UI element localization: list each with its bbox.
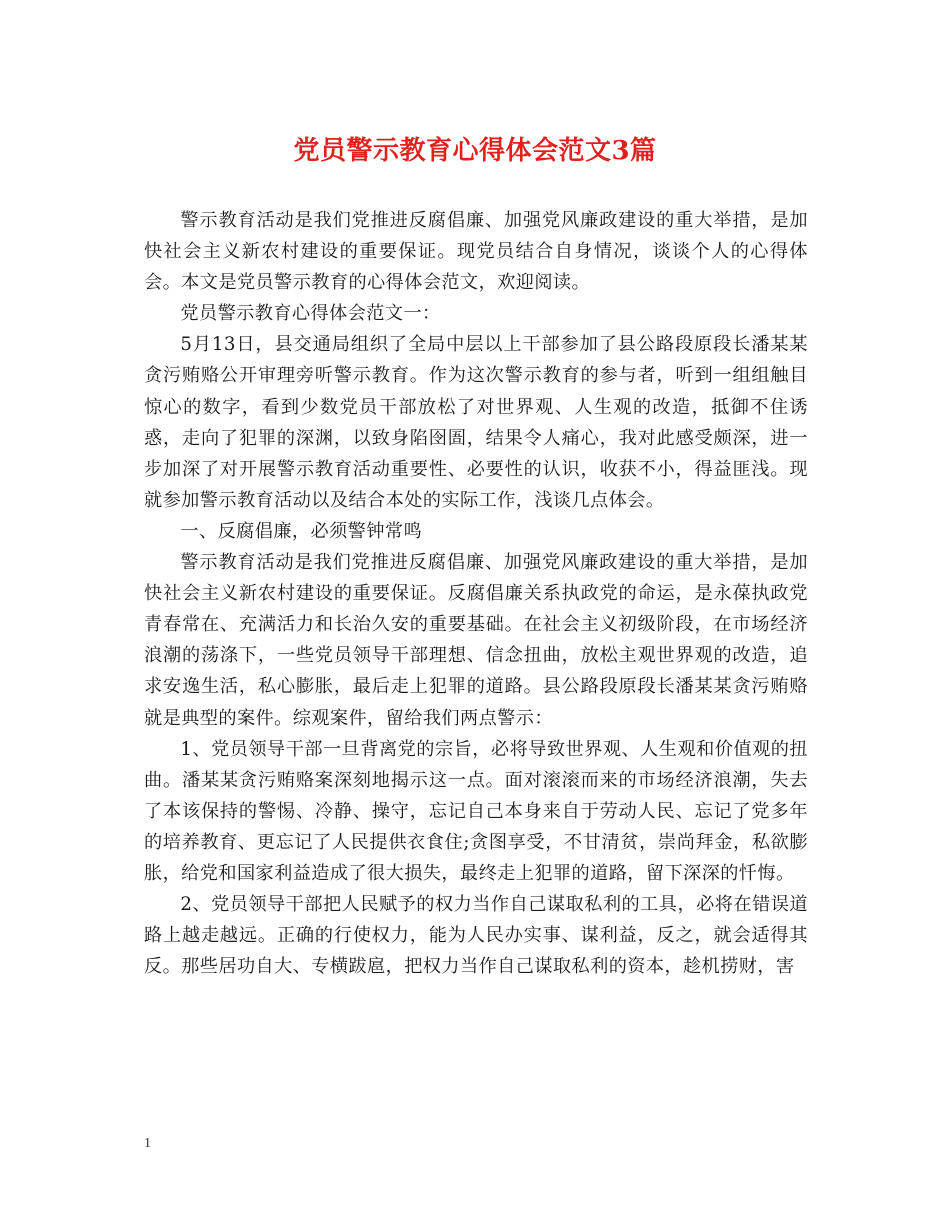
- body-paragraph: 警示教育活动是我们党推进反腐倡廉、加强党风廉政建设的重大举措，是加快社会主义新农村建设的重要保证。现党员结合自身情况，谈谈个人的心得体会。本文是党员警示教育的心得体会范文，欢迎阅读。: [144, 210, 808, 294]
- page-number: 1: [144, 1136, 151, 1151]
- body-paragraph: 1、党员领导干部一旦背离党的宗旨，必将导致世界观、人生观和价值观的扭曲。潘某某贪污贿赂案深刻地揭示这一点。面对滚滚而来的市场经济浪潮，失去了本该保持的警惕、冷静、操守，忘记自己本身来自于劳动人民、忘记了党多年的培养教育、更忘记了人民提供衣食住;贪图享受，不甘清贫，崇尚拜金，私欲膨胀，给党和国家利益造成了很大损失，最终走上犯罪的道路，留下深深的忏悔。: [144, 738, 808, 884]
- document-body: [144, 205, 808, 982]
- body-paragraph: 党员警示教育心得体会范文一：: [180, 303, 441, 325]
- document-title: 党员警示教育心得体会范文3篇: [293, 136, 657, 166]
- body-paragraph: 警示教育活动是我们党推进反腐倡廉、加强党风廉政建设的重大举措，是加快社会主义新农村建设的重要保证。反腐倡廉关系执政党的命运，是永葆执政党青春常在、充满活力和长治久安的重要基础。在社会主义初级阶段，在市场经济浪潮的荡涤下，一些党员领导干部理想、信念扭曲，放松主观世界观的改造，追求安逸生活，私心膨胀，最后走上犯罪的道路。县公路段原段长潘某某贪污贿赂就是典型的案件。综观案件，留给我们两点警示：: [144, 552, 808, 729]
- section-heading: 一、反腐倡廉，必须警钟常鸣: [180, 520, 423, 542]
- body-paragraph: 5月13日，县交通局组织了全局中层以上干部参加了县公路段原段长潘某某贪污贿赂公开审理旁听警示教育。作为这次警示教育的参与者，听到一组组触目惊心的数字，看到少数党员干部放松了对世界观、人生观的改造，抵御不住诱惑，走向了犯罪的深渊，以致身陷囹圄，结果令人痛心，我对此感受颇深，进一步加深了对开展警示教育活动重要性、必要性的认识，收获不小，得益匪浅。现就参加警示教育活动以及结合本处的实际工作，浅谈几点体会。: [144, 334, 808, 511]
- body-paragraph: 2、党员领导干部把人民赋予的权力当作自己谋取私利的工具，必将在错误道路上越走越远。正确的行使权力，能为人民办实事、谋利益，反之，就会适得其反。那些居功自大、专横跋扈，把权力当作自己谋取私利的资本，趁机捞财，害: [144, 894, 808, 978]
